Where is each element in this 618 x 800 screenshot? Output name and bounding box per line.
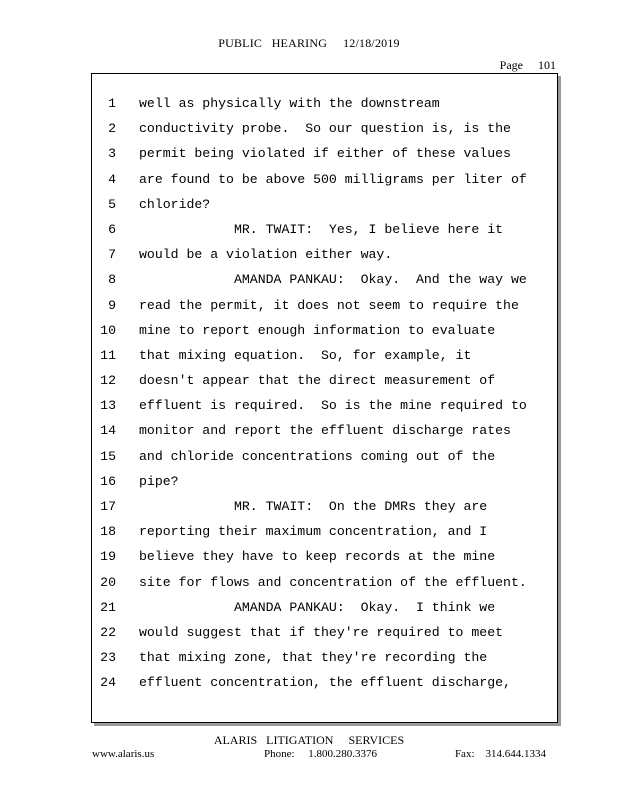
transcript-line (92, 469, 557, 494)
transcript-line (92, 670, 557, 695)
line-text: AMANDA PANKAU: Okay. And the way we (139, 272, 527, 288)
line-number: 4 (108, 171, 116, 187)
line-text: mine to report enough information to evaluate (139, 322, 496, 338)
line-text: doesn't appear that the direct measurement of (139, 373, 496, 389)
line-text: effluent is required. So is the mine required to (139, 398, 527, 414)
line-number: 22 (100, 624, 116, 640)
transcript-line (92, 519, 557, 544)
line-text: MR. TWAIT: On the DMRs they are (139, 499, 488, 514)
transcript-line (92, 116, 557, 141)
line-number: 19 (100, 549, 116, 565)
line-text: are found to be above 500 milligrams per liter of (139, 171, 527, 187)
transcript-line (92, 570, 557, 595)
transcript-line (92, 343, 557, 368)
line-number: 3 (108, 146, 116, 162)
line-text: monitor and report the effluent discharge rates (139, 423, 511, 439)
line-number: 5 (108, 196, 116, 212)
transcript-line (92, 318, 557, 343)
transcript-line (92, 167, 557, 192)
line-text: pipe? (139, 473, 179, 489)
transcript-line (92, 620, 557, 645)
line-number: 24 (100, 675, 116, 691)
line-text: read the permit, it does not seem to require the (139, 297, 519, 313)
footer-website: www.alaris.us (92, 748, 155, 760)
line-number: 12 (100, 373, 116, 389)
transcript-line (92, 91, 557, 116)
transcript-line (92, 418, 557, 443)
transcript-line (92, 192, 557, 217)
transcript-line (92, 444, 557, 469)
line-number: 15 (100, 448, 116, 464)
line-number: 6 (108, 221, 116, 237)
transcript-lines (92, 91, 557, 696)
transcript-line (92, 544, 557, 569)
line-number: 21 (100, 599, 116, 615)
footer-phone: Phone: 1.800.280.3376 (264, 748, 378, 760)
line-text: permit being violated if either of these values (139, 146, 511, 162)
line-number: 18 (100, 524, 116, 540)
line-text: that mixing equation. So, for example, it (139, 347, 472, 363)
line-number: 14 (100, 423, 116, 439)
line-text: believe they have to keep records at the mine (139, 549, 496, 565)
line-text: well as physically with the downstream (139, 96, 440, 111)
footer-fax: Fax: 314.644.1334 (454, 748, 546, 760)
transcript-frame (91, 73, 558, 723)
line-number: 11 (100, 347, 116, 363)
transcript-line (92, 242, 557, 267)
line-number: 10 (100, 322, 116, 338)
line-number: 8 (108, 272, 116, 288)
transcript-line (92, 368, 557, 393)
transcript-line (92, 293, 557, 318)
line-text: reporting their maximum concentration, and I (139, 524, 488, 540)
line-text: MR. TWAIT: Yes, I believe here it (139, 221, 504, 237)
line-text: effluent concentration, the effluent discharge, (139, 675, 511, 691)
line-text: would be a violation either way. (139, 247, 393, 263)
transcript-line (92, 267, 557, 292)
line-number: 13 (100, 398, 116, 414)
header-title: PUBLIC HEARING 12/18/2019 (218, 36, 400, 50)
line-number: 17 (100, 499, 116, 514)
transcript-line (92, 141, 557, 166)
transcript-line (92, 645, 557, 670)
line-number: 23 (100, 650, 116, 666)
transcript-line (92, 494, 557, 519)
line-text: that mixing zone, that they're recording the (139, 650, 488, 666)
transcript-line (92, 393, 557, 418)
line-text: and chloride concentrations coming out of the (139, 448, 496, 464)
line-number: 7 (108, 247, 116, 263)
line-number: 2 (108, 121, 116, 137)
line-text: AMANDA PANKAU: Okay. I think we (139, 599, 496, 615)
line-text: conductivity probe. So our question is, is the (139, 121, 511, 137)
line-text: site for flows and concentration of the effluent. (139, 574, 527, 590)
line-number: 16 (100, 473, 116, 489)
footer-company: ALARIS LITIGATION SERVICES (213, 733, 405, 747)
page-number: Page 101 (499, 58, 556, 72)
line-number: 1 (108, 96, 116, 111)
transcript-line (92, 217, 557, 242)
line-text: would suggest that if they're required to meet (139, 624, 504, 640)
line-text: chloride? (139, 196, 211, 212)
line-number: 9 (108, 297, 116, 313)
transcript-line (92, 595, 557, 620)
line-number: 20 (100, 574, 116, 590)
